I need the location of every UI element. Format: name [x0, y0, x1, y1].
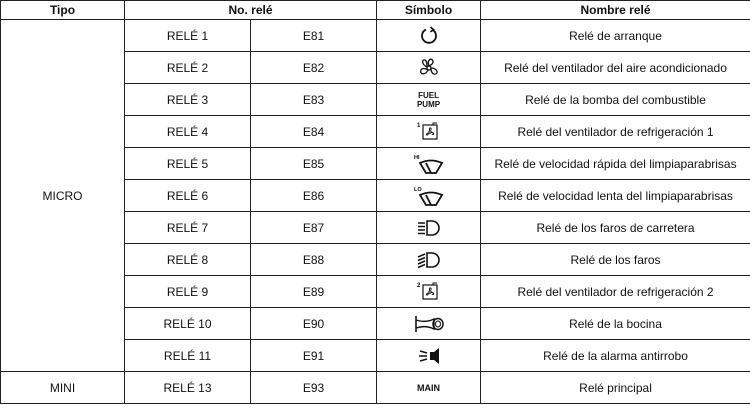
relay-code: E87 [251, 212, 377, 244]
relay-code: E82 [251, 52, 377, 84]
wiper-icon [377, 185, 480, 207]
relay-number: RELÉ 11 [125, 340, 251, 372]
svg-text:HI: HI [413, 154, 420, 161]
svg-text:LO: LO [413, 186, 422, 193]
relay-number: RELÉ 5 [125, 148, 251, 180]
relay-name: Relé del ventilador del aire acondicionado [481, 52, 750, 84]
relay-number: RELÉ 1 [125, 20, 251, 52]
relay-number: RELÉ 10 [125, 308, 251, 340]
table-row [1, 372, 750, 404]
starter-icon [377, 25, 480, 47]
relay-name: Relé de velocidad lenta del limpiaparabrisas [481, 180, 750, 212]
group-label-micro: MICRO [1, 20, 125, 372]
relay-code: E93 [251, 372, 377, 404]
relay-name: Relé de la bomba del combustible [481, 84, 750, 116]
relay-name: Relé del ventilador de refrigeración 2 [481, 276, 750, 308]
relay-name: Relé de los faros de carretera [481, 212, 750, 244]
relay-code: E85 [251, 148, 377, 180]
svg-text:1: 1 [416, 122, 420, 129]
relay-number: RELÉ 9 [125, 276, 251, 308]
relay-name: Relé de los faros [481, 244, 750, 276]
alarm-horn-icon [377, 345, 480, 367]
svg-text:2: 2 [416, 282, 420, 289]
relay-number: RELÉ 2 [125, 52, 251, 84]
relay-code: E89 [251, 276, 377, 308]
fuel-pump-text: FUEL PUMP [416, 90, 441, 109]
header-tipo: Tipo [1, 1, 125, 20]
relay-code: E91 [251, 340, 377, 372]
header-nombre: Nombre relé [481, 1, 750, 20]
relay-code: E90 [251, 308, 377, 340]
relay-name: Relé de la bocina [481, 308, 750, 340]
header-simbolo: Símbolo [377, 1, 481, 20]
relay-name: Relé del ventilador de refrigeración 1 [481, 116, 750, 148]
group-label-mini: MINI [1, 372, 125, 404]
relay-name: Relé principal [481, 372, 750, 404]
main-text: MAIN [417, 382, 441, 393]
cooling-fan-icon [377, 280, 480, 304]
header-row [1, 1, 750, 20]
header-no-rele: No. relé [125, 1, 377, 20]
cooling-fan-icon [377, 120, 480, 144]
relay-code: E86 [251, 180, 377, 212]
relay-code: E84 [251, 116, 377, 148]
relay-number: RELÉ 3 [125, 84, 251, 116]
relay-name: Relé de la alarma antirrobo [481, 340, 750, 372]
relay-number: RELÉ 6 [125, 180, 251, 212]
relay-name: Relé de arranque [481, 20, 750, 52]
relay-code: E83 [251, 84, 377, 116]
low-beam-icon [377, 250, 480, 270]
relay-number: RELÉ 13 [125, 372, 251, 404]
fan-icon [377, 56, 480, 80]
relay-number: RELÉ 7 [125, 212, 251, 244]
horn-icon [377, 313, 480, 335]
high-beam-icon [377, 218, 480, 238]
relay-name: Relé de velocidad rápida del limpiaparabrisas [481, 148, 750, 180]
relay-number: RELÉ 4 [125, 116, 251, 148]
wiper-icon [377, 153, 480, 175]
relay-code: E81 [251, 20, 377, 52]
relay-number: RELÉ 8 [125, 244, 251, 276]
table-row [1, 20, 750, 52]
relay-code: E88 [251, 244, 377, 276]
